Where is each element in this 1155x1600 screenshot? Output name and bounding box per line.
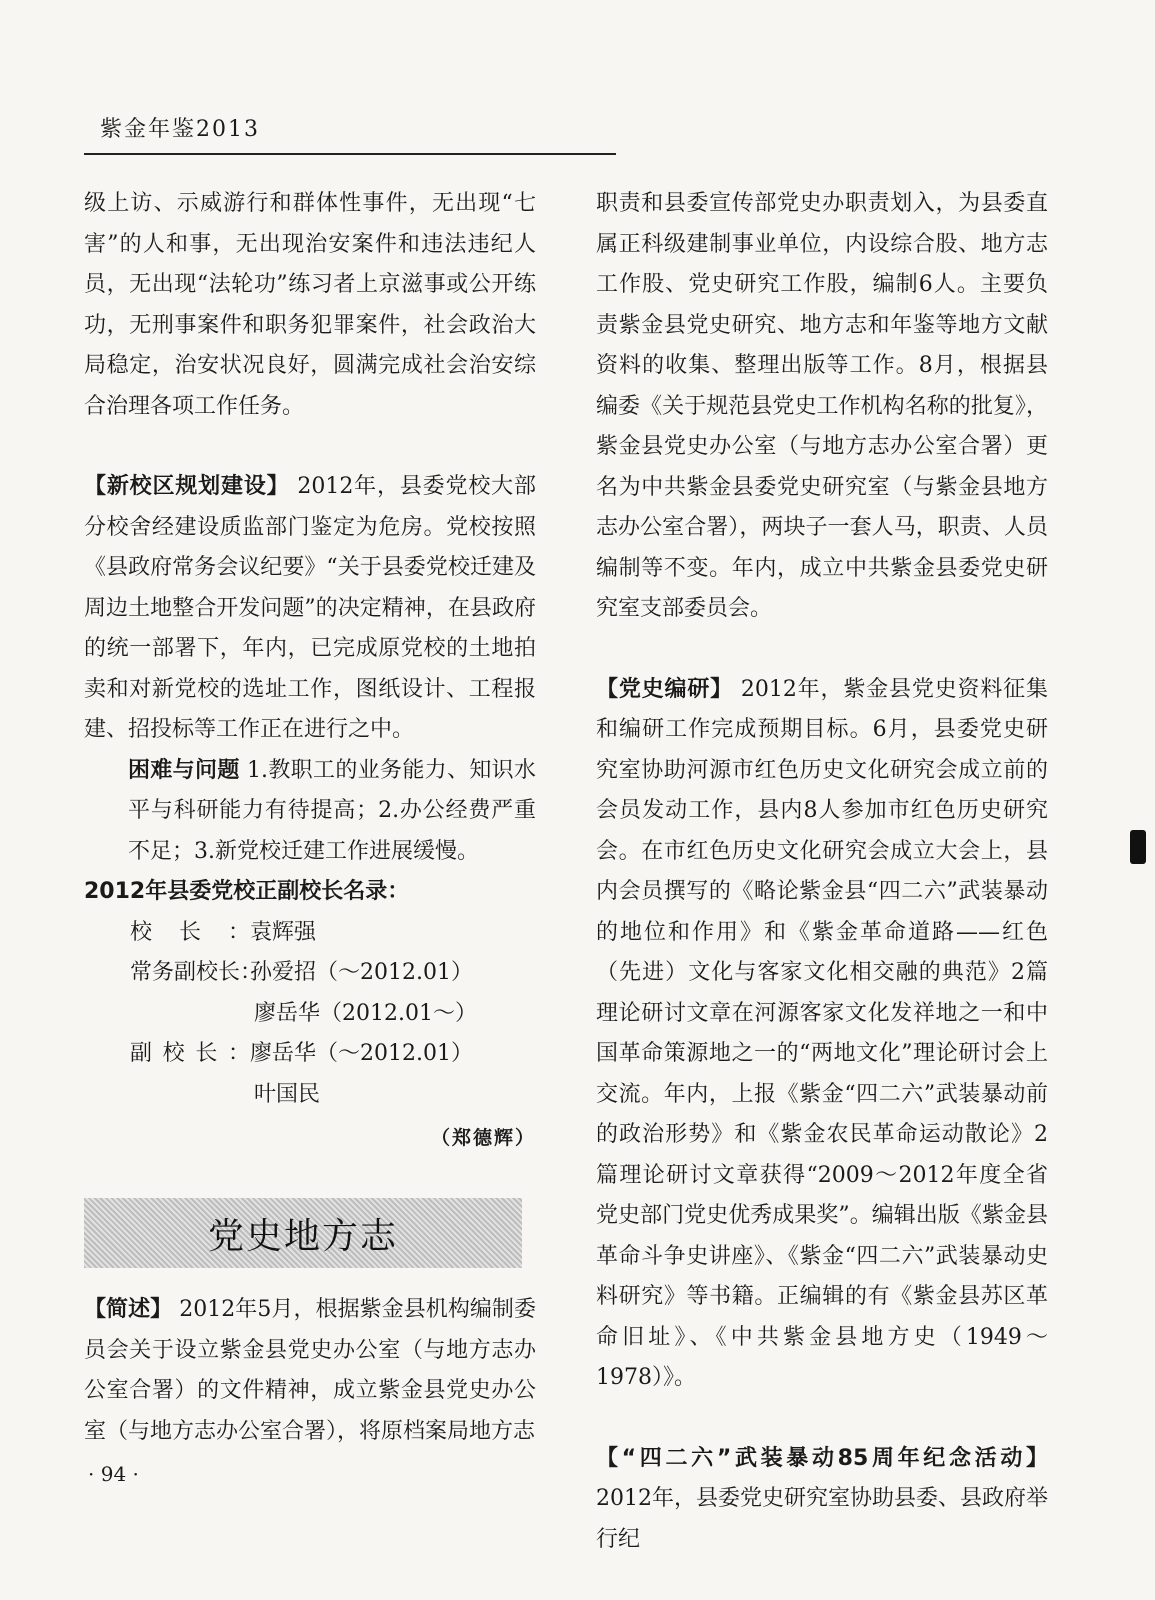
banner-spacer xyxy=(84,1268,536,1290)
paragraph-party-history xyxy=(596,670,1048,1399)
section-tag-new-campus: 【新校区规划建设】 xyxy=(84,474,290,499)
paragraph-office-duties: 职责和县委宣传部党史办职责划入，为县委直属正科级建制事业单位，内设综合股、地方志工作股、党史研究工作股，编制6人。主要负责紫金县党史研究、地方志和年鉴等地方文献资料的收集、整理出版等工作。8月，根据县编委《关于规范县党史工作机构名称的批复》，紫金县党史办公室（与地方志办公室合署）更名为中共紫金县委党史研究室（与紫金县地方志办公室合署），两块子一套人马，职责、人员编制等不变。年内，成立中共紫金县委党史研究室支部委员会。 xyxy=(596,191,1048,621)
anniversary-text: 2012年，县委党史研究室协助县委、县政府举行纪 xyxy=(596,1486,1048,1552)
roster-key: 校长： xyxy=(130,919,250,945)
roster-row-executive-vice xyxy=(84,953,536,994)
paragraph-difficulties xyxy=(84,751,536,873)
header-rule xyxy=(84,153,616,155)
overview-text: 2012年5月，根据紫金县机构编制委员会关于设立紫金县党史办公室（与地方志办公室合署）的文件精神，成立紫金县党史办公室（与地方志办公室合署），将原档案局地方志 xyxy=(84,1297,536,1444)
roster-row-vice xyxy=(84,1034,536,1075)
roster-key: 常务副校长： xyxy=(130,960,263,985)
page-number: · 94 · xyxy=(88,1462,139,1486)
paragraph-public-security: 级上访、示威游行和群体性事件，无出现“七害”的人和事，无出现治安案件和违法违纪人员，无出现“法轮功”练习者上京滋事或公开练功，无刑事案件和职务犯罪案件，社会政治大局稳定，治安状况良好，圆满完成社会治安综合治理各项工作任务。 xyxy=(84,191,536,419)
roster-value: 孙爱招（～2012.01） xyxy=(250,960,473,985)
section-banner: 党史地方志 xyxy=(84,1198,522,1268)
roster-value: 廖岳华（～2012.01） xyxy=(250,1041,473,1066)
right-column xyxy=(596,184,1048,1560)
section-tag-party-history: 【党史编研】 xyxy=(596,676,734,702)
paragraph-new-campus xyxy=(84,467,536,751)
paragraph-anniversary xyxy=(596,1439,1048,1561)
roster-key: 副校长： xyxy=(130,1041,250,1066)
roster-value: 袁辉强 xyxy=(250,919,317,945)
difficulties-heading: 困难与问题 xyxy=(128,757,240,783)
roster-continuation: 叶国民 xyxy=(254,1081,321,1107)
roster-continuation: 廖岳华（2012.01～） xyxy=(254,1000,477,1026)
section-tag-anniversary: 【“四二六”武装暴动85周年纪念活动】 xyxy=(596,1445,1048,1471)
paragraph-overview xyxy=(84,1290,536,1452)
party-history-text: 2012年，紫金县党史资料征集和编研工作完成预期目标。6月，县委党史研究室协助河源市红色历史文化研究会成立前的会员发动工作，县内8人参加市红色历史研究会。在市红色历史文化研究会成立大会上，县内会员撰写的《略论紫金县“四二六”武装暴动的地位和作用》和《紫金革命道路——红色（先进）文化与客家文化相交融的典范》2篇理论研讨文章在河源客家文化发祥地之一和中国革命策源地之一的“两地文化”理论研讨会上交流。年内，上报《紫金“四二六”武装暴动前的政治形势》和《紫金农民革命运动散论》2篇理论研讨文章获得“2009～2012年度全省党史部门党史优秀成果奖”。编辑出版《紫金县革命斗争史讲座》、《紫金“四二六”武装暴动史料研究》等书籍。正编辑的有《紫金县苏区革命旧址》、《中共紫金县地方史（1949～1978）》。 xyxy=(596,676,1048,1390)
author-signature: （郑德辉） xyxy=(430,1127,536,1149)
scan-edge-mark xyxy=(1130,830,1146,864)
difficulties-text: 1.教职工的业务能力、知识水平与科研能力有待提高；2.办公经费严重不足；3.新党校迁建工作进展缓慢。 xyxy=(128,757,536,864)
section-tag-overview: 【简述】 xyxy=(84,1297,173,1322)
roster-row-principal xyxy=(84,913,536,954)
left-column xyxy=(84,184,536,1452)
new-campus-text: 2012年，县委党校大部分校舍经建设质监部门鉴定为危房。党校按照《县政府常务会议纪要》“关于县委党校迁建及周边土地整合开发问题”的决定精神，在县政府的统一部署下，年内，已完成原党校的土地拍卖和对新党校的选址工作，图纸设计、工程报建、招投标等工作正在进行之中。 xyxy=(84,474,536,742)
running-header: 紫金年鉴2013 xyxy=(100,117,260,142)
roster-title: 2012年县委党校正副校长名录： xyxy=(84,879,410,904)
